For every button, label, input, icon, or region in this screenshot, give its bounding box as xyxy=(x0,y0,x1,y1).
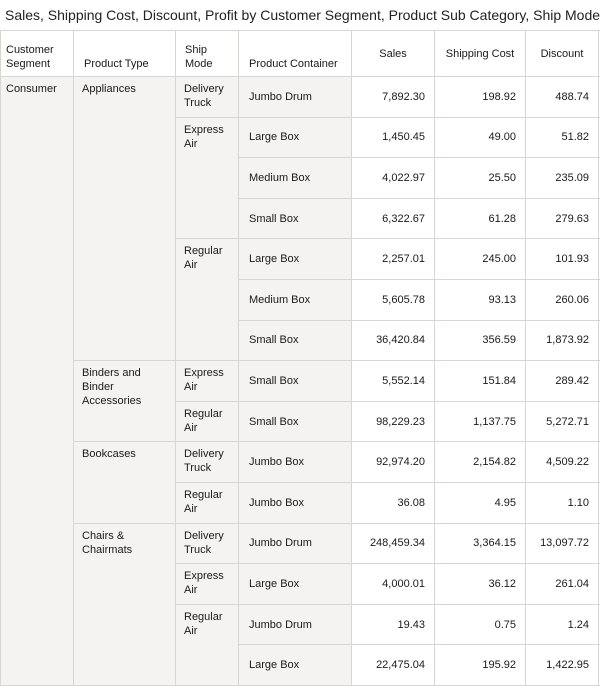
header-product-container[interactable]: Product Container xyxy=(239,31,352,77)
container-cell: Medium Box xyxy=(239,158,352,199)
discount-cell: 4,509.22 xyxy=(526,442,599,483)
ship-mode-cell: Express Air xyxy=(176,361,239,402)
container-cell: Jumbo Box xyxy=(239,442,352,483)
shipping-cell: 25.50 xyxy=(435,158,526,199)
shipping-cell: 61.28 xyxy=(435,198,526,239)
table-row xyxy=(1,361,600,402)
container-cell: Large Box xyxy=(239,239,352,280)
shipping-cell: 198.92 xyxy=(435,77,526,118)
pivot-table xyxy=(0,30,600,686)
ship-mode-cell: Express Air xyxy=(176,564,239,605)
container-cell: Medium Box xyxy=(239,279,352,320)
product-type-chairs: Chairs & Chairmats xyxy=(74,523,176,685)
shipping-cell: 3,364.15 xyxy=(435,523,526,564)
container-cell: Small Box xyxy=(239,361,352,402)
discount-cell: 1.24 xyxy=(526,604,599,645)
product-type-bookcases: Bookcases xyxy=(74,442,176,523)
ship-mode-cell: Regular Air xyxy=(176,482,239,523)
segment-cell: Consumer xyxy=(1,77,74,686)
shipping-cell: 4.95 xyxy=(435,482,526,523)
sales-cell: 5,605.78 xyxy=(352,279,435,320)
container-cell: Jumbo Drum xyxy=(239,523,352,564)
header-ship-mode[interactable]: Ship Mode xyxy=(176,31,239,77)
container-cell: Large Box xyxy=(239,117,352,158)
discount-cell: 279.63 xyxy=(526,198,599,239)
report-title: Sales, Shipping Cost, Discount, Profit by Customer Segment, Product Sub Category, Ship Mode xyxy=(0,0,600,30)
shipping-cell: 195.92 xyxy=(435,645,526,686)
table-row xyxy=(1,442,600,483)
header-sales[interactable]: Sales xyxy=(352,31,435,77)
header-shipping-cost[interactable]: Shipping Cost xyxy=(435,31,526,77)
discount-cell: 289.42 xyxy=(526,361,599,402)
shipping-cell: 2,154.82 xyxy=(435,442,526,483)
container-cell: Small Box xyxy=(239,401,352,442)
table-row xyxy=(1,77,600,118)
header-discount[interactable]: Discount xyxy=(526,31,599,77)
ship-mode-cell: Delivery Truck xyxy=(176,442,239,483)
sales-cell: 98,229.23 xyxy=(352,401,435,442)
container-cell: Large Box xyxy=(239,564,352,605)
discount-cell: 261.04 xyxy=(526,564,599,605)
sales-cell: 4,000.01 xyxy=(352,564,435,605)
shipping-cell: 36.12 xyxy=(435,564,526,605)
ship-mode-cell: Delivery Truck xyxy=(176,77,239,118)
container-cell: Jumbo Drum xyxy=(239,604,352,645)
table-row xyxy=(1,523,600,564)
discount-cell: 1.10 xyxy=(526,482,599,523)
shipping-cell: 49.00 xyxy=(435,117,526,158)
sales-cell: 19.43 xyxy=(352,604,435,645)
sales-cell: 7,892.30 xyxy=(352,77,435,118)
discount-cell: 1,873.92 xyxy=(526,320,599,361)
shipping-cell: 356.59 xyxy=(435,320,526,361)
ship-mode-cell: Express Air xyxy=(176,117,239,239)
header-customer-segment[interactable]: Customer Segment xyxy=(1,31,74,77)
discount-cell: 260.06 xyxy=(526,279,599,320)
sales-cell: 22,475.04 xyxy=(352,645,435,686)
ship-mode-cell: Regular Air xyxy=(176,239,239,361)
discount-cell: 101.93 xyxy=(526,239,599,280)
container-cell: Jumbo Box xyxy=(239,482,352,523)
container-cell: Jumbo Drum xyxy=(239,77,352,118)
discount-cell: 488.74 xyxy=(526,77,599,118)
discount-cell: 51.82 xyxy=(526,117,599,158)
sales-cell: 6,322.67 xyxy=(352,198,435,239)
product-type-appliances: Appliances xyxy=(74,77,176,361)
container-cell: Small Box xyxy=(239,198,352,239)
shipping-cell: 245.00 xyxy=(435,239,526,280)
discount-cell: 5,272.71 xyxy=(526,401,599,442)
header-product-type[interactable]: Product Type xyxy=(74,31,176,77)
sales-cell: 2,257.01 xyxy=(352,239,435,280)
sales-cell: 5,552.14 xyxy=(352,361,435,402)
container-cell: Large Box xyxy=(239,645,352,686)
header-row xyxy=(1,31,600,77)
discount-cell: 1,422.95 xyxy=(526,645,599,686)
discount-cell: 13,097.72 xyxy=(526,523,599,564)
discount-cell: 235.09 xyxy=(526,158,599,199)
product-type-binders: Binders and Binder Accessories xyxy=(74,361,176,442)
shipping-cell: 151.84 xyxy=(435,361,526,402)
ship-mode-cell: Regular Air xyxy=(176,604,239,685)
shipping-cell: 0.75 xyxy=(435,604,526,645)
sales-cell: 36.08 xyxy=(352,482,435,523)
sales-cell: 248,459.34 xyxy=(352,523,435,564)
shipping-cell: 1,137.75 xyxy=(435,401,526,442)
sales-cell: 92,974.20 xyxy=(352,442,435,483)
sales-cell: 36,420.84 xyxy=(352,320,435,361)
shipping-cell: 93.13 xyxy=(435,279,526,320)
ship-mode-cell: Regular Air xyxy=(176,401,239,442)
ship-mode-cell: Delivery Truck xyxy=(176,523,239,564)
sales-cell: 4,022.97 xyxy=(352,158,435,199)
container-cell: Small Box xyxy=(239,320,352,361)
sales-cell: 1,450.45 xyxy=(352,117,435,158)
